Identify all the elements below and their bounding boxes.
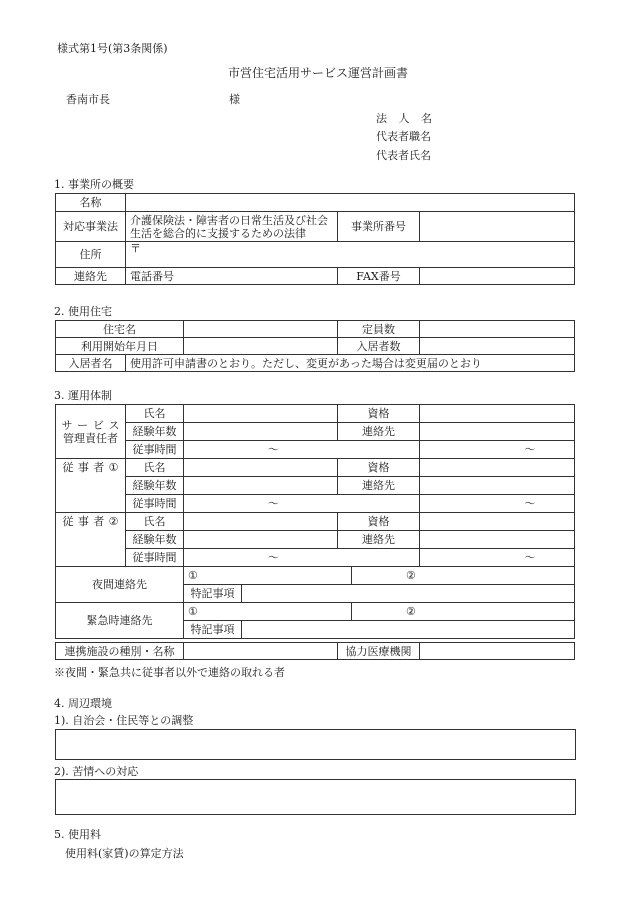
- worker-2-qual-label: 資格: [338, 513, 420, 531]
- emergency-notes-label: 特記事項: [184, 621, 242, 639]
- start-date-field[interactable]: [184, 338, 338, 355]
- manager-contact-field[interactable]: [420, 423, 575, 441]
- worker-2-name-field[interactable]: [184, 513, 338, 531]
- postal-mark: 〒: [130, 242, 141, 255]
- medical-field[interactable]: [420, 643, 575, 660]
- section-1-heading: 1. 事業所の概要: [54, 178, 134, 191]
- form-number: 様式第1号(第3条関係): [57, 42, 168, 55]
- worker-1-contact-label: 連絡先: [338, 477, 420, 495]
- house-name-label: 住宅名: [56, 321, 184, 338]
- office-overview-table: [55, 193, 575, 285]
- facility-label: 連携施設の種別・名称: [56, 643, 184, 660]
- night-contact-1[interactable]: [184, 567, 352, 585]
- emergency-contact-label: 緊急時連絡先: [56, 603, 184, 639]
- footnote: ※夜間・緊急共に従事者以外で連絡の取れる者: [54, 666, 285, 679]
- night-notes-label: 特記事項: [184, 585, 242, 603]
- tel-field[interactable]: [126, 268, 338, 285]
- neighborhood-coordination-field[interactable]: [55, 729, 576, 760]
- complaint-handling-field[interactable]: [55, 779, 576, 815]
- worker-2-years-label: 経験年数: [126, 531, 184, 549]
- manager-years-label: 経験年数: [126, 423, 184, 441]
- manager-hours-tilde-2[interactable]: 〜: [420, 441, 575, 459]
- night-contact-2-mark: ②: [406, 569, 416, 582]
- section-5-heading: 5. 使用料: [54, 828, 101, 841]
- worker-1-years-label: 経験年数: [126, 477, 184, 495]
- operation-table: [55, 404, 575, 567]
- worker-1-qual-label: 資格: [338, 459, 420, 477]
- housing-table: [55, 320, 575, 372]
- capacity-label: 定員数: [338, 321, 420, 338]
- contact-label: 連絡先: [56, 268, 126, 285]
- worker-1-name-field[interactable]: [184, 459, 338, 477]
- addressee: 香南市長: [66, 93, 110, 106]
- rep-name-label: 代表者氏名: [376, 149, 431, 162]
- worker-1-label: 従 事 者 ①: [56, 459, 126, 513]
- section-4-heading: 4. 周辺環境: [54, 697, 112, 710]
- worker-1-hours-tilde-1[interactable]: 〜: [184, 495, 420, 513]
- facility-field[interactable]: [184, 643, 338, 660]
- emergency-contact-1-mark: ①: [188, 605, 198, 618]
- office-number-field[interactable]: [420, 212, 575, 242]
- worker-2-hours-tilde-2[interactable]: 〜: [420, 549, 575, 567]
- address-label: 住所: [56, 242, 126, 268]
- office-number-label: 事業所番号: [338, 212, 420, 242]
- worker-1-hours-label: 従事時間: [126, 495, 184, 513]
- name-field[interactable]: [126, 194, 575, 212]
- worker-1-hours-tilde-2[interactable]: 〜: [420, 495, 575, 513]
- start-date-label: 利用開始年月日: [56, 338, 184, 355]
- resident-note: 使用許可申請書のとおり。ただし、変更があった場合は変更届のとおり: [126, 355, 575, 372]
- emergency-contact-2[interactable]: [352, 603, 575, 621]
- emergency-contact-1[interactable]: [184, 603, 352, 621]
- section-3-heading: 3. 運用体制: [54, 389, 112, 402]
- page-title: 市営住宅活用サービス運営計画書: [228, 66, 409, 80]
- manager-hours-tilde-1[interactable]: 〜: [184, 441, 420, 459]
- worker-2-hours-label: 従事時間: [126, 549, 184, 567]
- manager-qual-field[interactable]: [420, 405, 575, 423]
- medical-label: 協力医療機関: [338, 643, 420, 660]
- worker-2-qual-field[interactable]: [420, 513, 575, 531]
- fax-label: FAX番号: [338, 268, 420, 285]
- resident-names-label: 入居者名: [56, 355, 126, 372]
- worker-2-years-field[interactable]: [184, 531, 338, 549]
- name-label: 名称: [56, 194, 126, 212]
- emergency-contact-2-mark: ②: [406, 605, 416, 618]
- tel-label: 電話番号: [130, 269, 174, 283]
- facility-table: [55, 642, 575, 660]
- night-notes-field[interactable]: [242, 585, 575, 603]
- worker-2-label: 従 事 者 ②: [56, 513, 126, 567]
- worker-1-qual-field[interactable]: [420, 459, 575, 477]
- worker-1-contact-field[interactable]: [420, 477, 575, 495]
- manager-label: サ ー ビ ス 管理責任者: [56, 405, 126, 459]
- worker-2-contact-field[interactable]: [420, 531, 575, 549]
- night-contact-1-mark: ①: [188, 569, 198, 582]
- law-text: 介護保険法・障害者の日常生活及び社会生活を総合的に支援するための法律: [126, 212, 338, 242]
- night-contact-2[interactable]: [352, 567, 575, 585]
- manager-years-field[interactable]: [184, 423, 338, 441]
- residents-label: 入居者数: [338, 338, 420, 355]
- rep-title-label: 代表者職名: [376, 130, 431, 143]
- manager-qual-label: 資格: [338, 405, 420, 423]
- law-label: 対応事業法: [56, 212, 126, 242]
- section-4-sub-1: 1). 自治会・住民等との調整: [54, 714, 194, 727]
- fax-field[interactable]: [420, 268, 575, 285]
- honorific: 様: [229, 93, 240, 106]
- worker-2-contact-label: 連絡先: [338, 531, 420, 549]
- worker-1-name-label: 氏名: [126, 459, 184, 477]
- section-2-heading: 2. 使用住宅: [54, 305, 112, 318]
- manager-hours-label: 従事時間: [126, 441, 184, 459]
- section-5-sub: 使用料(家賃)の算定方法: [65, 847, 184, 860]
- worker-1-years-field[interactable]: [184, 477, 338, 495]
- worker-2-hours-tilde-1[interactable]: 〜: [184, 549, 420, 567]
- house-name-field[interactable]: [184, 321, 338, 338]
- section-4-sub-2: 2). 苦情への対応: [54, 765, 139, 778]
- capacity-field[interactable]: [420, 321, 575, 338]
- emergency-notes-field[interactable]: [242, 621, 575, 639]
- corp-name-label: 法 人 名: [376, 112, 432, 125]
- manager-contact-label: 連絡先: [338, 423, 420, 441]
- night-contact-label: 夜間連絡先: [56, 567, 184, 603]
- address-field[interactable]: [126, 242, 575, 268]
- worker-2-name-label: 氏名: [126, 513, 184, 531]
- manager-name-field[interactable]: [184, 405, 338, 423]
- residents-field[interactable]: [420, 338, 575, 355]
- manager-name-label: 氏名: [126, 405, 184, 423]
- contact-table: [55, 566, 575, 639]
